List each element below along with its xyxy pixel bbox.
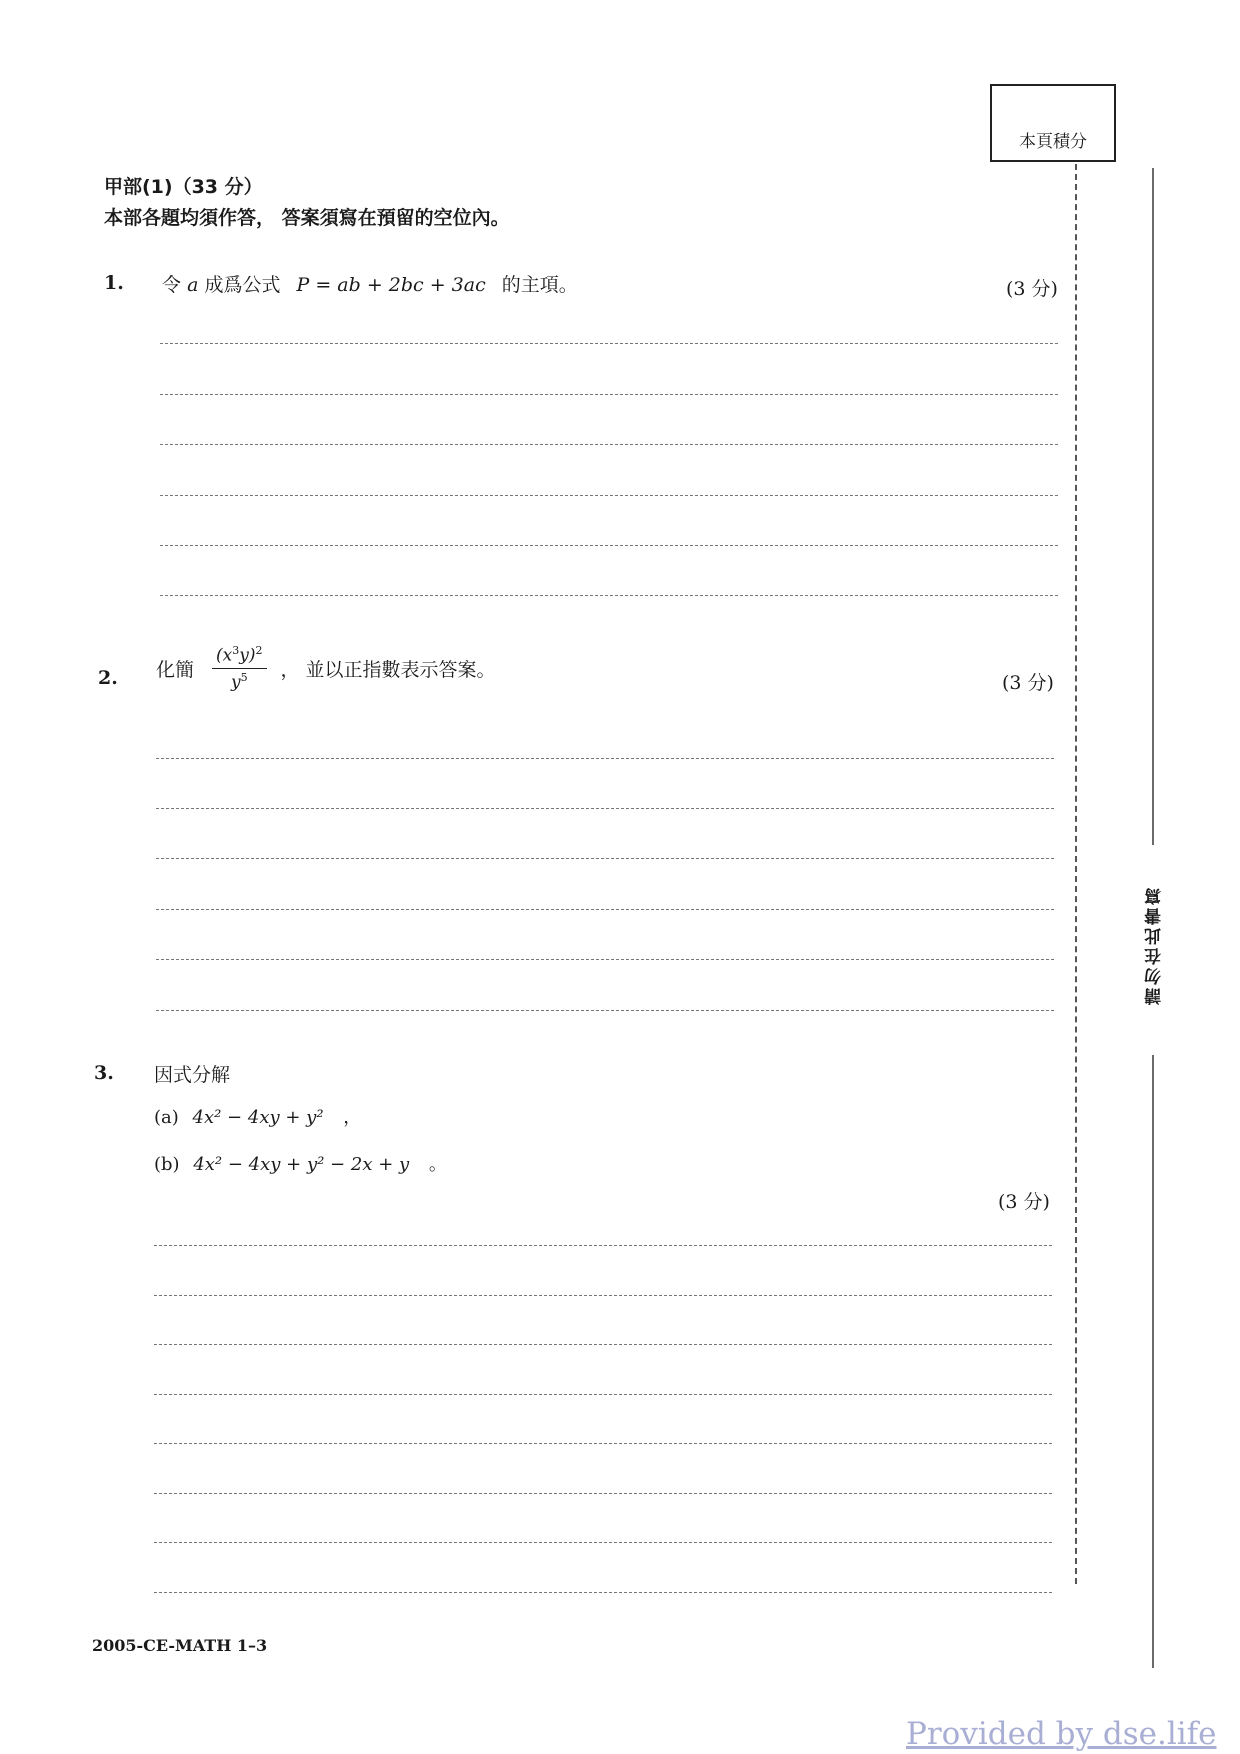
question-marks: (3 分) (998, 1191, 1050, 1213)
fraction-denominator (231, 669, 248, 693)
answer-line[interactable] (154, 1493, 1052, 1494)
numerator-y: y) (239, 645, 256, 666)
question-text (162, 270, 578, 297)
answer-line[interactable] (154, 1542, 1052, 1543)
part-a-end: ， (343, 1107, 362, 1128)
answer-line[interactable] (156, 909, 1054, 910)
question-variable: a (187, 274, 199, 296)
answer-line[interactable] (156, 758, 1054, 759)
answer-line[interactable] (154, 1592, 1052, 1593)
part-a-formula: 4x² − 4xy + y² (192, 1107, 324, 1128)
fraction (212, 644, 266, 692)
page-score-box (990, 84, 1116, 162)
fraction-numerator (212, 644, 266, 669)
numerator-outer-exponent: 2 (255, 644, 263, 657)
question-text: 因式分解 (154, 1064, 231, 1086)
question-part-b (154, 1150, 447, 1176)
question-text-mid: 成爲公式 (204, 274, 281, 296)
answer-line[interactable] (156, 858, 1054, 859)
dashed-margin-line (1075, 164, 1077, 1584)
answer-line[interactable] (160, 343, 1058, 344)
answer-line[interactable] (160, 545, 1058, 546)
part-b-end: 。 (428, 1154, 447, 1175)
answer-line[interactable] (154, 1443, 1052, 1444)
answer-line[interactable] (154, 1394, 1052, 1395)
answer-line[interactable] (156, 808, 1054, 809)
numerator-base: (x (216, 645, 233, 666)
section-title: 甲部(1)（33 分） (104, 176, 263, 198)
answer-line[interactable] (154, 1245, 1052, 1246)
margin-note: 請勿在此書寫 (1145, 885, 1165, 1005)
paper-code: 2005-CE-MATH 1–3 (92, 1636, 268, 1655)
question-marks: (3 分) (1006, 278, 1058, 300)
credit-link[interactable]: Provided by dse.life (906, 1716, 1217, 1752)
question-text-after: ， 並以正指數表示答案。 (280, 658, 496, 681)
question-number: 1. (104, 272, 124, 294)
question-text (156, 644, 496, 692)
question-number: 2. (98, 667, 118, 689)
numerator-exponent: 3 (232, 644, 240, 657)
part-b-formula: 4x² − 4xy + y² − 2x + y (193, 1154, 410, 1175)
answer-line[interactable] (160, 495, 1058, 496)
denominator-exponent: 5 (240, 670, 248, 684)
answer-line[interactable] (156, 1010, 1054, 1011)
answer-line[interactable] (154, 1295, 1052, 1296)
question-part-a (154, 1103, 361, 1129)
question-formula: P = ab + 2bc + 3ac (296, 274, 486, 296)
question-number: 3. (94, 1062, 114, 1084)
part-a-label: (a) (154, 1107, 179, 1128)
question-marks: (3 分) (1002, 672, 1054, 694)
question-text-before: 令 (162, 274, 182, 296)
page-score-label: 本頁積分 (1019, 132, 1087, 152)
answer-line[interactable] (160, 394, 1058, 395)
denominator-base: y (230, 672, 241, 693)
answer-line[interactable] (154, 1344, 1052, 1345)
answer-line[interactable] (156, 959, 1054, 960)
question-text-before: 化簡 (156, 658, 195, 681)
question-text-after: 的主項。 (501, 274, 578, 296)
section-instruction: 本部各題均須作答， 答案須寫在預留的空位內。 (104, 207, 510, 229)
answer-line[interactable] (160, 595, 1058, 596)
part-b-label: (b) (154, 1154, 180, 1175)
answer-line[interactable] (160, 444, 1058, 445)
